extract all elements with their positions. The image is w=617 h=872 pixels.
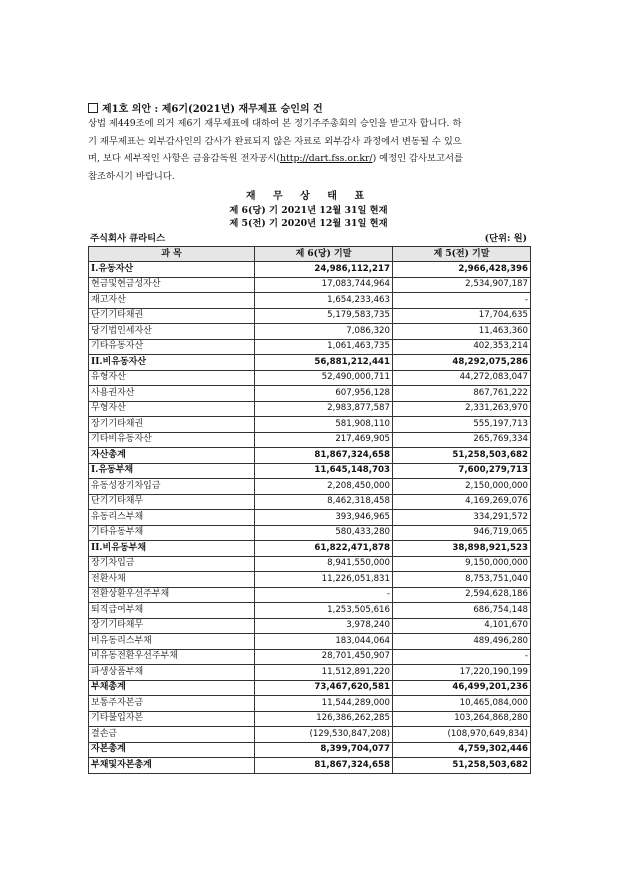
table-row bbox=[89, 386, 531, 402]
current-value-cell: 11,226,051,831 bbox=[255, 572, 393, 588]
header-prior: 제 5(전) 기말 bbox=[393, 247, 531, 262]
current-value-cell: 126,386,262,285 bbox=[255, 711, 393, 727]
current-value-cell: 1,061,463,735 bbox=[255, 339, 393, 355]
account-cell: 비유동리스부채 bbox=[89, 634, 255, 650]
prior-value-cell: 103,264,868,280 bbox=[393, 711, 531, 727]
table-row bbox=[89, 618, 531, 634]
prior-value-cell: 2,150,000,000 bbox=[393, 479, 531, 495]
current-value-cell: 28,701,450,907 bbox=[255, 649, 393, 665]
prior-value-cell: 2,594,628,186 bbox=[393, 587, 531, 603]
dart-link[interactable]: http://dart.fss.or.kr/ bbox=[280, 153, 373, 164]
table-row bbox=[89, 479, 531, 495]
prior-value-cell: 555,197,713 bbox=[393, 417, 531, 433]
current-value-cell: 52,490,000,711 bbox=[255, 370, 393, 386]
table-row bbox=[89, 680, 531, 696]
prior-value-cell: 48,292,075,286 bbox=[393, 355, 531, 371]
account-cell: 사용권자산 bbox=[89, 386, 255, 402]
agenda-title bbox=[88, 100, 323, 115]
intro-paragraph bbox=[88, 115, 532, 185]
account-cell: 단기기타채무 bbox=[89, 494, 255, 510]
account-cell: I.유동부채 bbox=[89, 463, 255, 479]
statement-title: 재 무 상 태 표 bbox=[245, 191, 372, 202]
table-row bbox=[89, 355, 531, 371]
table-row bbox=[89, 417, 531, 433]
prior-value-cell: 4,169,269,076 bbox=[393, 494, 531, 510]
account-cell: II.비유동부채 bbox=[89, 541, 255, 557]
account-cell: 당기법인세자산 bbox=[89, 324, 255, 340]
table-row bbox=[89, 758, 531, 774]
account-cell: 전환상환우선주부채 bbox=[89, 587, 255, 603]
prior-value-cell: 7,600,279,713 bbox=[393, 463, 531, 479]
current-value-cell: 607,956,128 bbox=[255, 386, 393, 402]
prior-value-cell: - bbox=[393, 293, 531, 309]
account-cell: 비유동전환우선주부채 bbox=[89, 649, 255, 665]
prior-value-cell: 46,499,201,236 bbox=[393, 680, 531, 696]
account-cell: 현금및현금성자산 bbox=[89, 277, 255, 293]
table-row bbox=[89, 634, 531, 650]
intro-line bbox=[88, 150, 532, 168]
current-value-cell: 11,544,289,000 bbox=[255, 696, 393, 712]
table-row bbox=[89, 603, 531, 619]
table-row bbox=[89, 277, 531, 293]
table-row bbox=[89, 541, 531, 557]
account-cell: 기타불입자본 bbox=[89, 711, 255, 727]
table-header-row bbox=[89, 247, 531, 262]
table-row bbox=[89, 370, 531, 386]
current-value-cell: 81,867,324,658 bbox=[255, 758, 393, 774]
current-value-cell: 2,983,877,587 bbox=[255, 401, 393, 417]
table-row bbox=[89, 727, 531, 743]
prior-value-cell: 265,769,334 bbox=[393, 432, 531, 448]
table-row bbox=[89, 556, 531, 572]
prior-value-cell: 946,719,065 bbox=[393, 525, 531, 541]
account-cell: I.유동자산 bbox=[89, 262, 255, 278]
prior-value-cell: 17,704,635 bbox=[393, 308, 531, 324]
table-row bbox=[89, 262, 531, 278]
prior-value-cell: 8,753,751,040 bbox=[393, 572, 531, 588]
account-cell: 단기기타채권 bbox=[89, 308, 255, 324]
current-value-cell: 11,512,891,220 bbox=[255, 665, 393, 681]
intro-text: 며, 보다 세부적인 사항은 금융감독원 전자공시( bbox=[88, 153, 280, 164]
prior-value-cell: 11,463,360 bbox=[393, 324, 531, 340]
current-value-cell: 183,044,064 bbox=[255, 634, 393, 650]
current-value-cell: 3,978,240 bbox=[255, 618, 393, 634]
account-cell: 기타비유동자산 bbox=[89, 432, 255, 448]
current-value-cell: 56,881,212,441 bbox=[255, 355, 393, 371]
checkbox-square-icon bbox=[88, 103, 98, 113]
table-row bbox=[89, 572, 531, 588]
current-value-cell: 2,208,450,000 bbox=[255, 479, 393, 495]
table-body bbox=[89, 262, 531, 774]
current-value-cell: 8,941,550,000 bbox=[255, 556, 393, 572]
account-cell: 결손금 bbox=[89, 727, 255, 743]
prior-value-cell: 10,465,084,000 bbox=[393, 696, 531, 712]
current-value-cell: 7,086,320 bbox=[255, 324, 393, 340]
prior-value-cell: 686,754,148 bbox=[393, 603, 531, 619]
agenda-title-text: 제1호 의안 : 제6기(2021년) 재무제표 승인의 건 bbox=[102, 104, 323, 115]
account-cell: 유동성장기차입금 bbox=[89, 479, 255, 495]
prior-value-cell: 38,898,921,523 bbox=[393, 541, 531, 557]
table-row bbox=[89, 432, 531, 448]
current-value-cell: - bbox=[255, 587, 393, 603]
current-value-cell: 1,654,233,463 bbox=[255, 293, 393, 309]
intro-text: ) 예정인 감사보고서를 bbox=[372, 153, 463, 164]
period-current: 제 6(당) 기 2021년 12월 31일 현재 bbox=[229, 205, 388, 216]
account-cell: 보통주자본금 bbox=[89, 696, 255, 712]
account-cell: 장기차입금 bbox=[89, 556, 255, 572]
prior-value-cell: 867,761,222 bbox=[393, 386, 531, 402]
prior-value-cell: 17,220,190,199 bbox=[393, 665, 531, 681]
current-value-cell: 1,253,505,616 bbox=[255, 603, 393, 619]
table-row bbox=[89, 324, 531, 340]
table-row bbox=[89, 293, 531, 309]
prior-value-cell: 9,150,000,000 bbox=[393, 556, 531, 572]
header-current: 제 6(당) 기말 bbox=[255, 247, 393, 262]
table-row bbox=[89, 696, 531, 712]
table-row bbox=[89, 401, 531, 417]
prior-value-cell: 51,258,503,682 bbox=[393, 758, 531, 774]
table-row bbox=[89, 711, 531, 727]
table-row bbox=[89, 742, 531, 758]
table-row bbox=[89, 463, 531, 479]
intro-line: 기 재무제표는 외부감사인의 감사가 완료되지 않은 자료로 외부감사 과정에서 변동될 수 있으 bbox=[88, 135, 462, 147]
table-row bbox=[89, 665, 531, 681]
current-value-cell: 73,467,620,581 bbox=[255, 680, 393, 696]
current-value-cell: 581,908,110 bbox=[255, 417, 393, 433]
account-cell: 부채총계 bbox=[89, 680, 255, 696]
current-value-cell: 580,433,280 bbox=[255, 525, 393, 541]
account-cell: II.비유동자산 bbox=[89, 355, 255, 371]
account-cell: 퇴직급여부채 bbox=[89, 603, 255, 619]
prior-value-cell: - bbox=[393, 649, 531, 665]
account-cell: 유형자산 bbox=[89, 370, 255, 386]
account-cell: 무형자산 bbox=[89, 401, 255, 417]
table-row bbox=[89, 510, 531, 526]
current-value-cell: 217,469,905 bbox=[255, 432, 393, 448]
period-prior: 제 5(전) 기 2020년 12월 31일 현재 bbox=[229, 218, 388, 229]
intro-line: 참조하시기 바랍니다. bbox=[88, 170, 175, 182]
prior-value-cell: 4,101,670 bbox=[393, 618, 531, 634]
account-cell: 전환사채 bbox=[89, 572, 255, 588]
account-cell: 유동리스부채 bbox=[89, 510, 255, 526]
prior-value-cell: 2,534,907,187 bbox=[393, 277, 531, 293]
prior-value-cell: 2,966,428,396 bbox=[393, 262, 531, 278]
account-cell: 파생상품부채 bbox=[89, 665, 255, 681]
prior-value-cell: 2,331,263,970 bbox=[393, 401, 531, 417]
prior-value-cell: 334,291,572 bbox=[393, 510, 531, 526]
current-value-cell: 11,645,148,703 bbox=[255, 463, 393, 479]
prior-value-cell: 4,759,302,446 bbox=[393, 742, 531, 758]
current-value-cell: 5,179,583,735 bbox=[255, 308, 393, 324]
current-value-cell: 8,462,318,458 bbox=[255, 494, 393, 510]
account-cell: 재고자산 bbox=[89, 293, 255, 309]
current-value-cell: 8,399,704,077 bbox=[255, 742, 393, 758]
current-value-cell: 81,867,324,658 bbox=[255, 448, 393, 464]
account-cell: 장기기타채권 bbox=[89, 417, 255, 433]
prior-value-cell: 489,496,280 bbox=[393, 634, 531, 650]
company-name: 주식회사 큐라티스 bbox=[90, 233, 166, 244]
financial-position-table bbox=[88, 246, 531, 774]
prior-value-cell: 402,353,214 bbox=[393, 339, 531, 355]
current-value-cell: 17,083,744,964 bbox=[255, 277, 393, 293]
header-account: 과 목 bbox=[89, 247, 255, 262]
current-value-cell: (129,530,847,208) bbox=[255, 727, 393, 743]
intro-line: 상법 제449조에 의거 제6기 재무제표에 대하여 본 정기주주총회의 승인을 받고자 합니다. 하 bbox=[88, 118, 462, 129]
account-cell: 부채및자본총계 bbox=[89, 758, 255, 774]
current-value-cell: 24,986,112,217 bbox=[255, 262, 393, 278]
account-cell: 기타유동자산 bbox=[89, 339, 255, 355]
account-cell: 장기기타채무 bbox=[89, 618, 255, 634]
current-value-cell: 61,822,471,878 bbox=[255, 541, 393, 557]
prior-value-cell: 51,258,503,682 bbox=[393, 448, 531, 464]
prior-value-cell: (108,970,649,834) bbox=[393, 727, 531, 743]
table-row bbox=[89, 649, 531, 665]
account-cell: 기타유동부채 bbox=[89, 525, 255, 541]
table-row bbox=[89, 448, 531, 464]
prior-value-cell: 44,272,083,047 bbox=[393, 370, 531, 386]
table-row bbox=[89, 525, 531, 541]
account-cell: 자본총계 bbox=[89, 742, 255, 758]
table-row bbox=[89, 308, 531, 324]
table-row bbox=[89, 339, 531, 355]
table-row bbox=[89, 587, 531, 603]
table-row bbox=[89, 494, 531, 510]
current-value-cell: 393,946,965 bbox=[255, 510, 393, 526]
unit-label: (단위: 원) bbox=[484, 233, 527, 244]
account-cell: 자산총계 bbox=[89, 448, 255, 464]
